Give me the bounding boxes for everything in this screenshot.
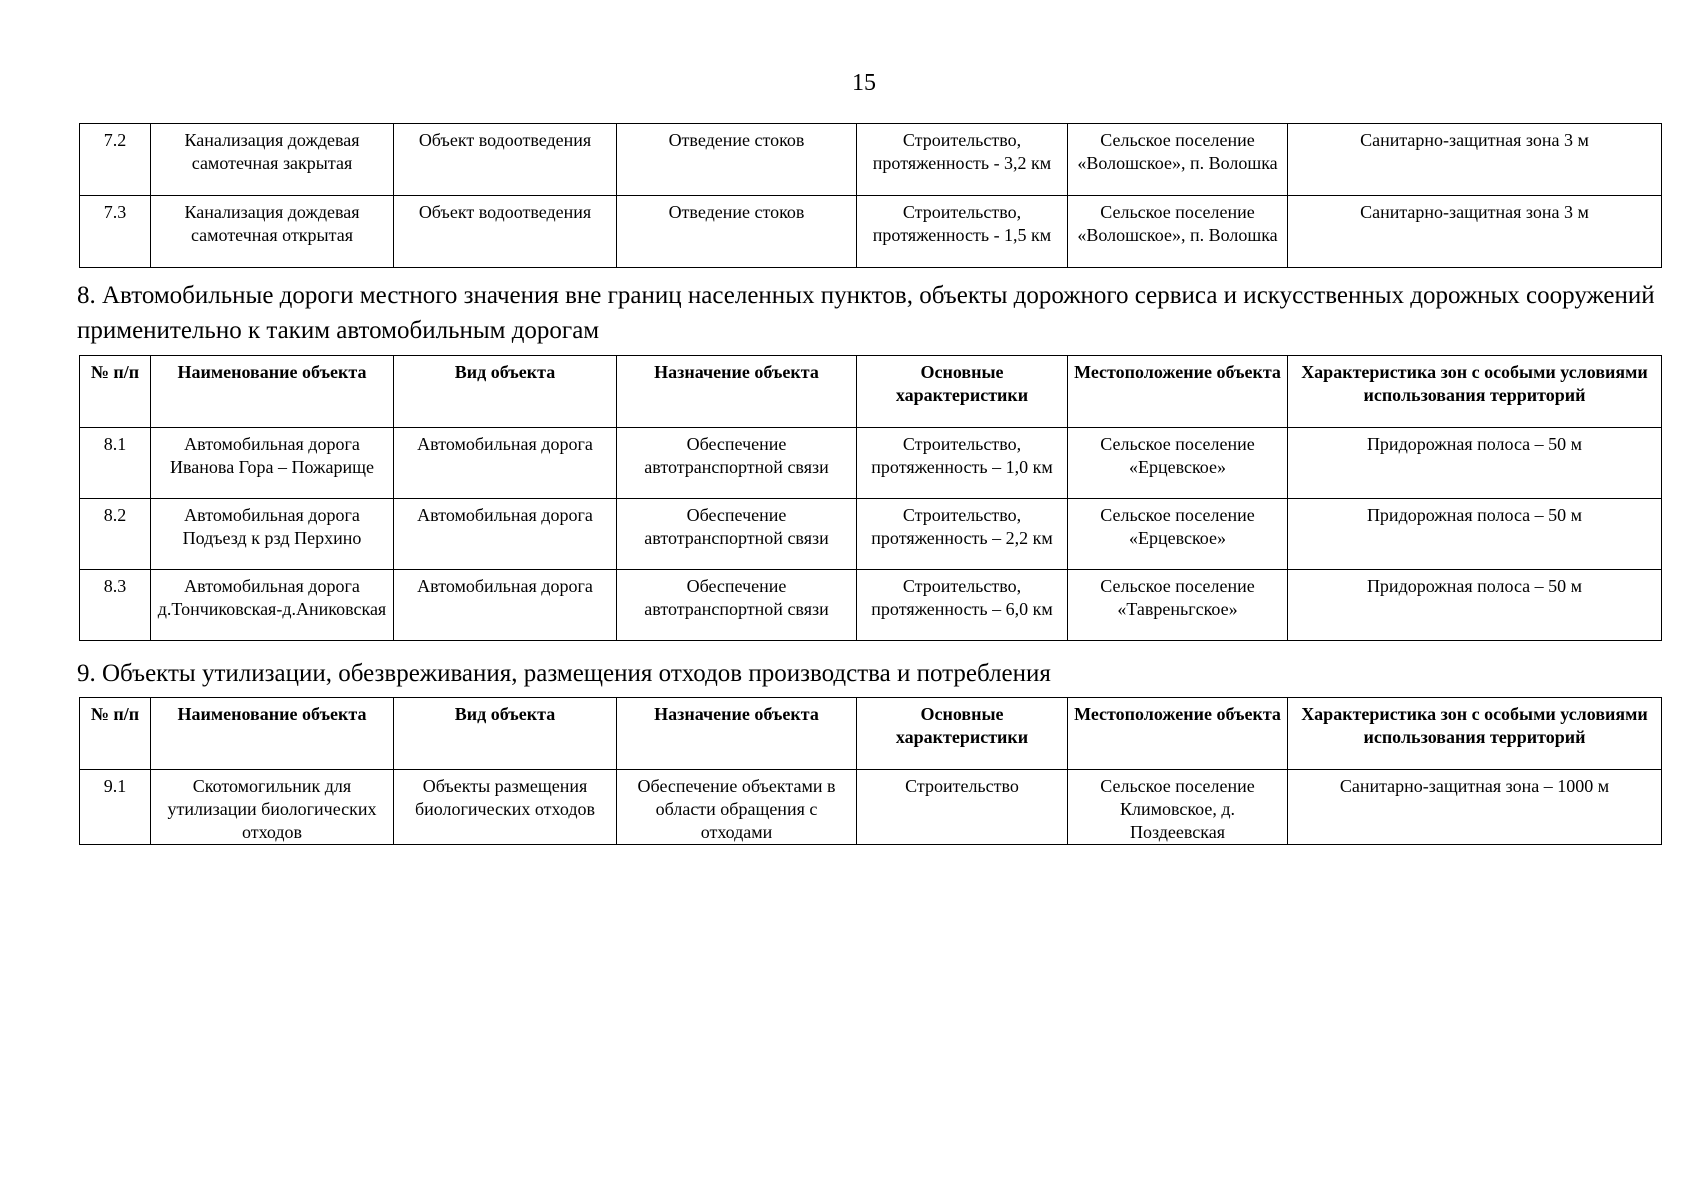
header-name: Наименование объекта — [151, 698, 394, 770]
object-type: Объект водоотведения — [394, 196, 617, 268]
header-characteristics: Основные характеристики — [857, 356, 1068, 428]
header-characteristics: Основные характеристики — [857, 698, 1068, 770]
object-name: Автомобильная дорога Подъезд к рзд Перхино — [151, 499, 394, 570]
zone-characteristics: Придорожная полоса – 50 м — [1288, 428, 1662, 499]
object-characteristics: Строительство, протяженность – 1,0 км — [857, 428, 1068, 499]
object-type: Автомобильная дорога — [394, 499, 617, 570]
row-number: 7.2 — [80, 124, 151, 196]
header-zones: Характеристика зон с особыми условиями использования территорий — [1288, 356, 1662, 428]
zone-characteristics: Придорожная полоса – 50 м — [1288, 570, 1662, 641]
object-purpose: Обеспечение автотранспортной связи — [617, 428, 857, 499]
table-header-row — [80, 698, 1662, 770]
object-purpose: Обеспечение автотранспортной связи — [617, 499, 857, 570]
object-name: Канализация дождевая самотечная открытая — [151, 196, 394, 268]
section8-table — [79, 355, 1662, 641]
object-purpose: Обеспечение объектами в области обращения с отходами — [617, 770, 857, 845]
object-type: Автомобильная дорога — [394, 428, 617, 499]
page-number: 15 — [852, 70, 876, 96]
object-name: Автомобильная дорога Иванова Гора – Пожарище — [151, 428, 394, 499]
object-type: Объекты размещения биологических отходов — [394, 770, 617, 845]
object-characteristics: Строительство, протяженность - 3,2 км — [857, 124, 1068, 196]
object-location: Сельское поселение «Ерцевское» — [1068, 428, 1288, 499]
object-type: Объект водоотведения — [394, 124, 617, 196]
row-number: 8.2 — [80, 499, 151, 570]
object-characteristics: Строительство — [857, 770, 1068, 845]
header-purpose: Назначение объекта — [617, 698, 857, 770]
zone-characteristics: Придорожная полоса – 50 м — [1288, 499, 1662, 570]
header-num: № п/п — [80, 356, 151, 428]
header-num: № п/п — [80, 698, 151, 770]
row-number: 8.3 — [80, 570, 151, 641]
row-number: 7.3 — [80, 196, 151, 268]
object-location: Сельское поселение «Волошское», п. Волошка — [1068, 124, 1288, 196]
header-purpose: Назначение объекта — [617, 356, 857, 428]
header-type: Вид объекта — [394, 356, 617, 428]
table-row — [80, 770, 1662, 845]
section9-table — [79, 697, 1662, 845]
section8-heading: 8. Автомобильные дороги местного значения вне границ населенных пунктов, объекты дорожного сервиса и искусственных дорожных сооружений применительно к таким автомобильным дорогам — [77, 282, 1655, 344]
object-location: Сельское поселение Климовское, д. Поздеевская — [1068, 770, 1288, 845]
object-purpose: Отведение стоков — [617, 124, 857, 196]
object-location: Сельское поселение «Ерцевское» — [1068, 499, 1288, 570]
zone-characteristics: Санитарно-защитная зона 3 м — [1288, 124, 1662, 196]
table-row — [80, 196, 1662, 268]
section9-heading: 9. Объекты утилизации, обезвреживания, размещения отходов производства и потребления — [77, 660, 1051, 687]
object-characteristics: Строительство, протяженность - 1,5 км — [857, 196, 1068, 268]
object-name: Автомобильная дорога д.Тончиковская-д.Аниковская — [151, 570, 394, 641]
header-location: Местоположение объекта — [1068, 698, 1288, 770]
table-row — [80, 499, 1662, 570]
object-location: Сельское поселение «Волошское», п. Волошка — [1068, 196, 1288, 268]
header-zones: Характеристика зон с особыми условиями использования территорий — [1288, 698, 1662, 770]
object-characteristics: Строительство, протяженность – 6,0 км — [857, 570, 1068, 641]
zone-characteristics: Санитарно-защитная зона 3 м — [1288, 196, 1662, 268]
header-name: Наименование объекта — [151, 356, 394, 428]
row-number: 9.1 — [80, 770, 151, 845]
object-purpose: Отведение стоков — [617, 196, 857, 268]
header-location: Местоположение объекта — [1068, 356, 1288, 428]
object-name: Канализация дождевая самотечная закрытая — [151, 124, 394, 196]
object-location: Сельское поселение «Тавреньгское» — [1068, 570, 1288, 641]
header-type: Вид объекта — [394, 698, 617, 770]
object-name: Скотомогильник для утилизации биологических отходов — [151, 770, 394, 845]
table-row — [80, 124, 1662, 196]
object-purpose: Обеспечение автотранспортной связи — [617, 570, 857, 641]
table-row — [80, 428, 1662, 499]
object-type: Автомобильная дорога — [394, 570, 617, 641]
object-characteristics: Строительство, протяженность – 2,2 км — [857, 499, 1068, 570]
table-row — [80, 570, 1662, 641]
zone-characteristics: Санитарно-защитная зона – 1000 м — [1288, 770, 1662, 845]
table-header-row — [80, 356, 1662, 428]
row-number: 8.1 — [80, 428, 151, 499]
section7-table — [79, 123, 1662, 268]
